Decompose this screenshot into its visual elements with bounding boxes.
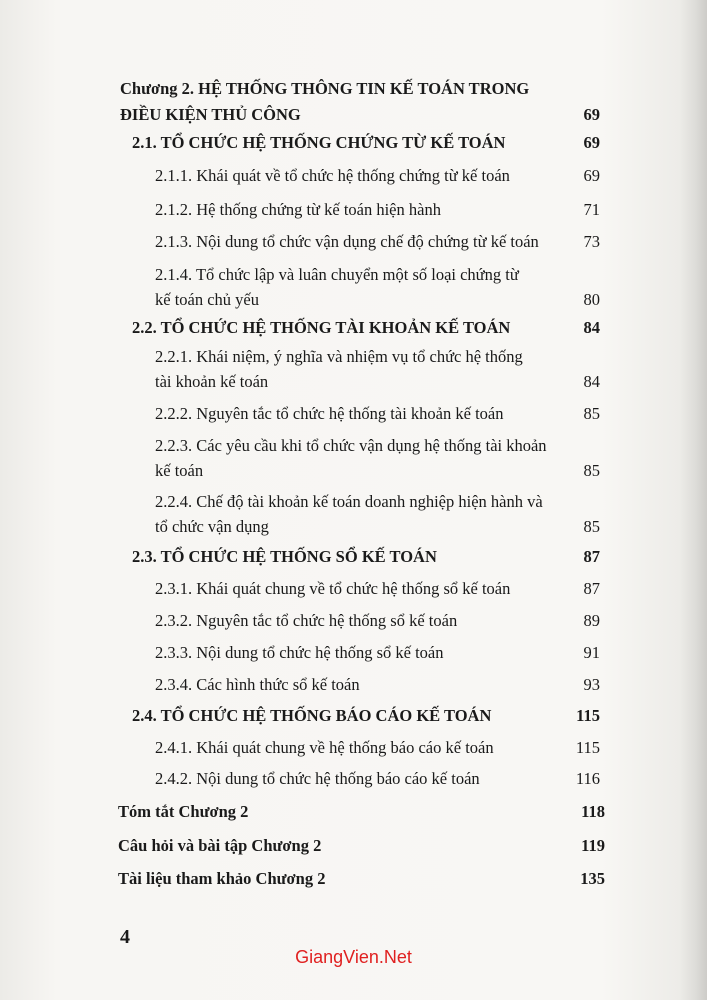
toc-item-2-4-2-page: 116 — [575, 769, 600, 788]
chapter-title-line2: ĐIỀU KIỆN THỦ CÔNG — [120, 105, 301, 124]
page-number: 4 — [120, 926, 130, 948]
toc-section-2-4-page: 115 — [576, 706, 600, 725]
toc-item-2-1-4-line1[interactable]: 2.1.4. Tổ chức lập và luân chuyển một số loại chứng từ — [155, 265, 519, 284]
toc-questions[interactable]: Câu hỏi và bài tập Chương 2 — [118, 836, 322, 855]
toc-section-2-3[interactable]: 2.3. TỔ CHỨC HỆ THỐNG SỔ KẾ TOÁN — [132, 547, 437, 566]
toc-section-2-1-page: 69 — [583, 133, 600, 152]
toc-section-2-3-page: 87 — [583, 547, 600, 566]
toc-references-page: 135 — [580, 869, 605, 888]
chapter-page: 69 — [583, 105, 600, 124]
toc-item-2-3-1[interactable]: 2.3.1. Khái quát chung về tổ chức hệ thống sổ kế toán — [155, 579, 511, 598]
toc-item-2-2-1-line2[interactable]: tài khoản kế toán — [155, 372, 269, 391]
toc-item-2-2-4-line2[interactable]: tổ chức vận dụng — [155, 517, 269, 536]
toc-item-2-1-2[interactable]: 2.1.2. Hệ thống chứng từ kế toán hiện hành — [155, 200, 441, 219]
toc-item-2-1-4-page: 80 — [583, 290, 600, 309]
toc-item-2-3-3[interactable]: 2.3.3. Nội dung tổ chức hệ thống sổ kế toán — [155, 643, 444, 662]
toc-section-2-1[interactable]: 2.1. TỔ CHỨC HỆ THỐNG CHỨNG TỪ KẾ TOÁN — [132, 133, 506, 152]
toc-section-2-4[interactable]: 2.4. TỔ CHỨC HỆ THỐNG BÁO CÁO KẾ TOÁN — [132, 706, 492, 725]
toc-item-2-2-3-line1[interactable]: 2.2.3. Các yêu cầu khi tổ chức vận dụng hệ thống tài khoản — [155, 436, 547, 455]
toc-item-2-2-3-page: 85 — [583, 461, 600, 480]
toc-item-2-2-4-page: 85 — [583, 517, 600, 536]
toc-item-2-3-4[interactable]: 2.3.4. Các hình thức sổ kế toán — [155, 675, 360, 694]
chapter-title-line1: Chương 2. HỆ THỐNG THÔNG TIN KẾ TOÁN TRONG — [120, 79, 530, 98]
toc-item-2-1-3[interactable]: 2.1.3. Nội dung tổ chức vận dụng chế độ chứng từ kế toán — [155, 232, 539, 251]
toc-section-2-2[interactable]: 2.2. TỔ CHỨC HỆ THỐNG TÀI KHOẢN KẾ TOÁN — [132, 318, 511, 337]
toc-item-2-1-1-page: 69 — [583, 166, 600, 185]
toc-item-2-4-1-page: 115 — [575, 738, 600, 757]
toc-item-2-3-1-page: 87 — [583, 579, 600, 598]
toc-item-2-3-3-page: 91 — [583, 643, 600, 662]
toc-section-2-2-page: 84 — [583, 318, 600, 337]
toc-questions-page: 119 — [581, 836, 605, 855]
toc-item-2-4-1[interactable]: 2.4.1. Khái quát chung về hệ thống báo cáo kế toán — [155, 738, 494, 757]
toc-summary[interactable]: Tóm tắt Chương 2 — [118, 802, 249, 821]
toc-item-2-1-3-page: 73 — [583, 232, 600, 251]
toc-item-2-3-2[interactable]: 2.3.2. Nguyên tắc tổ chức hệ thống sổ kế toán — [155, 611, 458, 630]
toc-item-2-1-2-page: 71 — [583, 200, 600, 219]
toc-item-2-3-4-page: 93 — [583, 675, 600, 694]
toc-item-2-2-1-page: 84 — [583, 372, 600, 391]
toc-item-2-2-4-line1[interactable]: 2.2.4. Chế độ tài khoản kế toán doanh nghiệp hiện hành và — [155, 492, 543, 511]
toc-item-2-4-2[interactable]: 2.4.2. Nội dung tổ chức hệ thống báo cáo kế toán — [155, 769, 480, 788]
toc-item-2-2-1-line1[interactable]: 2.2.1. Khái niệm, ý nghĩa và nhiệm vụ tổ chức hệ thống — [155, 347, 523, 366]
toc-item-2-1-4-line2[interactable]: kế toán chủ yếu — [155, 290, 260, 309]
toc-references[interactable]: Tài liệu tham khảo Chương 2 — [118, 869, 326, 888]
toc-summary-page: 118 — [581, 802, 605, 821]
toc-item-2-3-2-page: 89 — [583, 611, 600, 630]
toc-item-2-1-1[interactable]: 2.1.1. Khái quát về tổ chức hệ thống chứng từ kế toán — [155, 166, 510, 185]
toc-item-2-2-3-line2[interactable]: kế toán — [155, 461, 204, 480]
toc-item-2-2-2-page: 85 — [583, 404, 600, 423]
watermark-text[interactable]: GiangVien.Net — [295, 947, 412, 967]
toc-item-2-2-2[interactable]: 2.2.2. Nguyên tắc tổ chức hệ thống tài khoản kế toán — [155, 404, 504, 423]
